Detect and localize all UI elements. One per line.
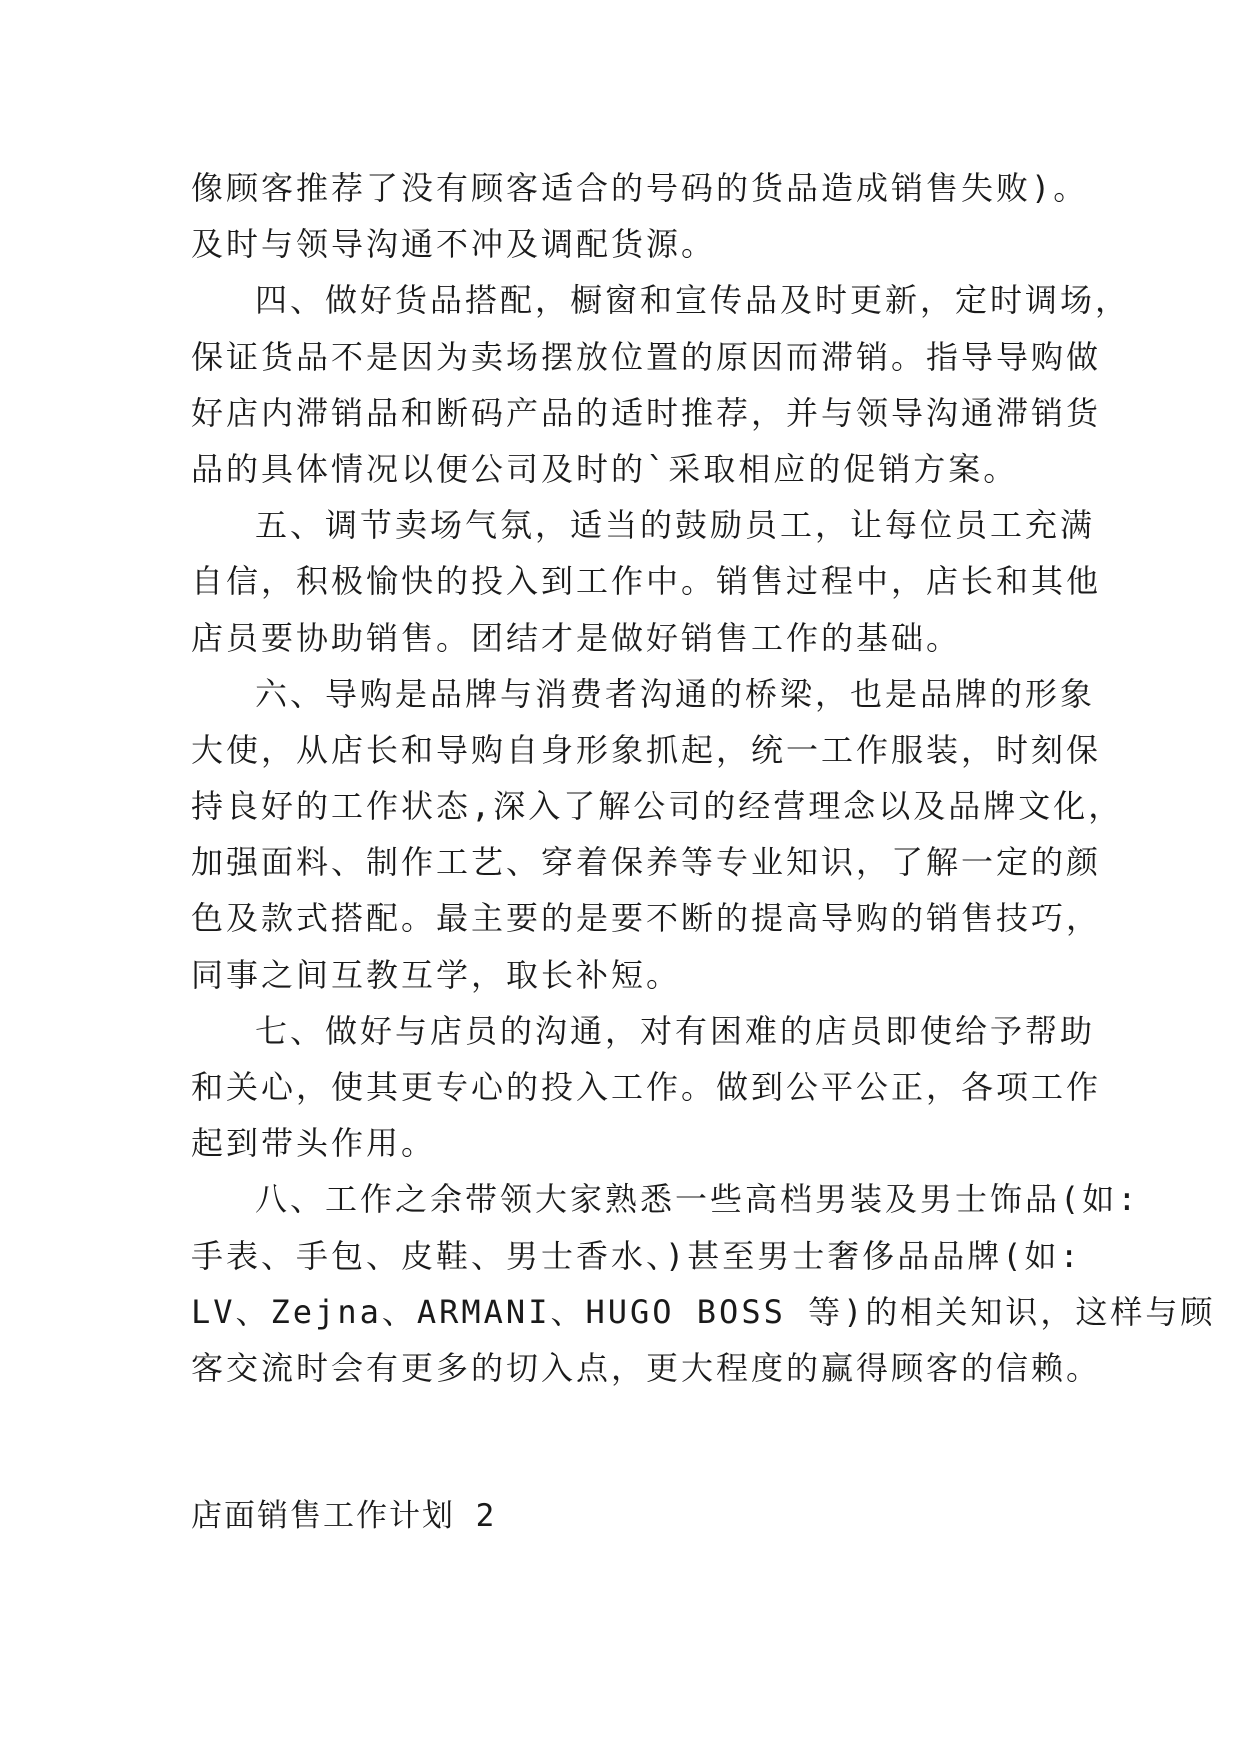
text-line: 同事之间互教互学，取长补短。 (191, 955, 682, 994)
text-line: 自信，积极愉快的投入到工作中。销售过程中，店长和其他 (191, 562, 1102, 601)
text-line: 六、导购是品牌与消费者沟通的桥梁，也是品牌的形象 (255, 674, 1096, 713)
text-line: 品的具体情况以便公司及时的`采取相应的促销方案。 (191, 449, 1019, 488)
text-line: 五、调节卖场气氛，适当的鼓励员工，让每位员工充满 (255, 506, 1096, 545)
text-line: 持良好的工作状态,深入了解公司的经营理念以及品牌文化， (191, 787, 1124, 826)
text-line: 大使，从店长和导购自身形象抓起，统一工作服装，时刻保 (191, 730, 1102, 769)
text-line: 七、做好与店员的沟通，对有困难的店员即使给予帮助 (255, 1011, 1096, 1050)
text-line: 和关心，使其更专心的投入工作。做到公平公正，各项工作 (191, 1068, 1102, 1106)
text-line: 八、工作之余带领大家熟悉一些高档男装及男士饰品(如: (255, 1180, 1140, 1219)
text-line: 起到带头作用。 (191, 1124, 437, 1163)
text-line: 保证货品不是因为卖场摆放位置的原因而滞销。指导导购做 (191, 337, 1102, 376)
body-text (191, 160, 1216, 1396)
text-line: LV、Zejna、ARMANI、HUGO BOSS 等)的相关知识，这样与顾 (191, 1292, 1216, 1331)
section-title: 店面销售工作计划 2 (191, 1498, 497, 1534)
text-line: 店员要协助销售。团结才是做好销售工作的基础。 (191, 618, 962, 657)
text-line: 好店内滞销品和断码产品的适时推荐，并与领导沟通滞销货 (191, 393, 1102, 432)
text-line: 四、做好货品搭配，橱窗和宣传品及时更新，定时调场， (255, 281, 1131, 320)
text-line: 像顾客推荐了没有顾客适合的号码的货品造成销售失败)。 (191, 169, 1089, 207)
text-line: 色及款式搭配。最主要的是要不断的提高导购的销售技巧， (191, 899, 1102, 938)
text-line: 加强面料、制作工艺、穿着保养等专业知识，了解一定的颜 (191, 843, 1102, 882)
text-line: 客交流时会有更多的切入点，更大程度的赢得顾客的信赖。 (191, 1348, 1102, 1387)
text-line: 手表、手包、皮鞋、男士香水、)甚至男士奢侈品品牌(如: (191, 1236, 1082, 1275)
text-line: 及时与领导沟通不冲及调配货源。 (191, 225, 717, 264)
